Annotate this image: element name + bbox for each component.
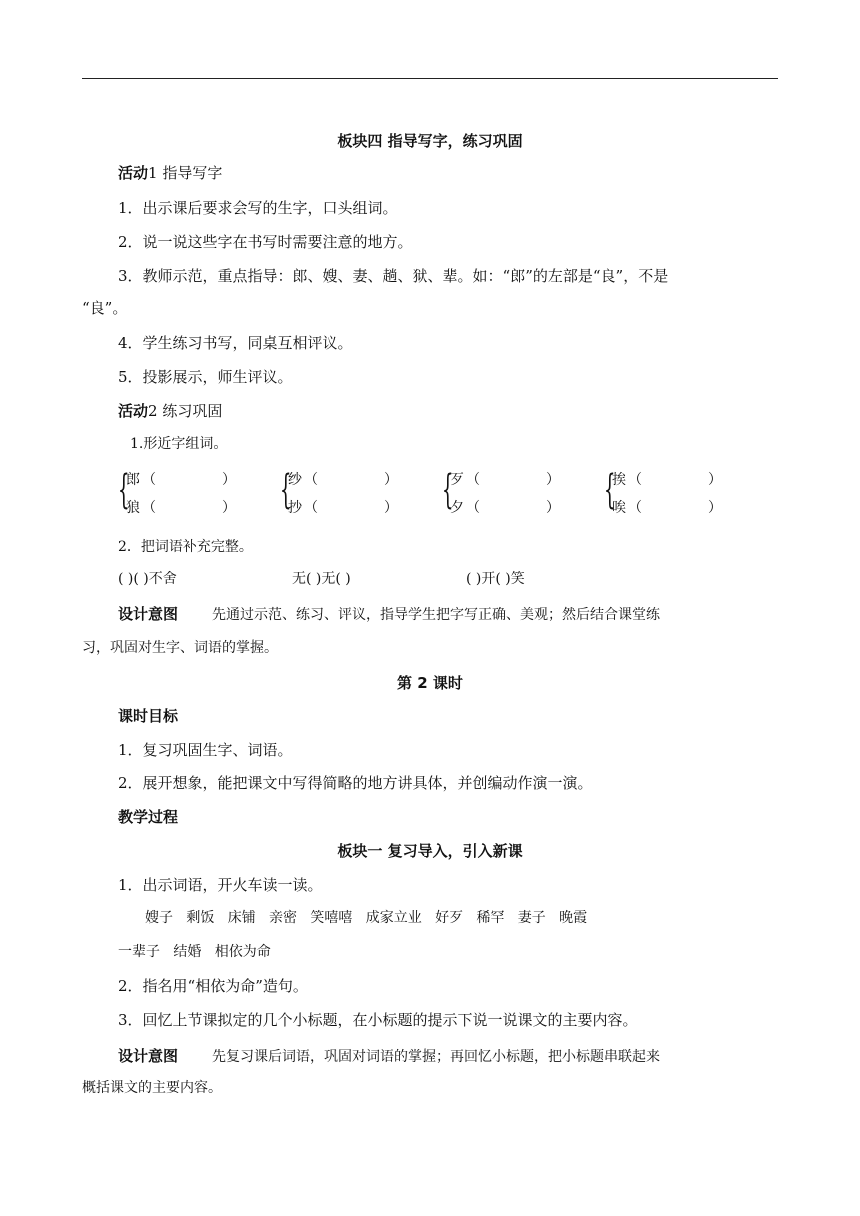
exercise-title: 1.形近字组词。 <box>130 436 228 452</box>
brace-icon: { <box>118 467 130 513</box>
design-text: 概括课文的主要内容。 <box>82 1080 222 1096</box>
step-text: 2．指名用“相依为命”造句。 <box>118 977 308 995</box>
header-rule <box>82 78 778 79</box>
activity-label: 活动 <box>118 402 149 420</box>
goal-text: 2．展开想象，能把课文中写得简略的地方讲具体，并创编动作演一演。 <box>118 774 593 792</box>
fill-blank-item: 无( )无( ) <box>292 571 351 587</box>
design-intent <box>118 604 660 625</box>
step-text: 4．学生练习书写，同桌互相评议。 <box>118 334 353 352</box>
activity-heading <box>118 401 222 421</box>
pair-char: 郎 <box>126 472 140 488</box>
activity-text: 2 练习巩固 <box>148 402 223 420</box>
brace-icon: { <box>604 467 616 513</box>
activity-heading <box>118 163 222 183</box>
brace-icon: { <box>442 467 454 513</box>
pair-char: 歹 <box>450 472 464 488</box>
section-title: 板块一 复习导入，引入新课 <box>337 842 523 860</box>
step-text: 1．出示课后要求会写的生字，口头组词。 <box>118 199 398 217</box>
goal-text: 1．复习巩固生字、词语。 <box>118 741 293 759</box>
lesson-title: 第 2 课时 <box>397 674 463 692</box>
exercise-title: 2．把词语补充完整。 <box>118 539 253 555</box>
pair-char: 夕 <box>450 500 464 516</box>
design-intent <box>118 1046 660 1067</box>
brace-icon: { <box>280 467 292 513</box>
step-text: 2．说一说这些字在书写时需要注意的地方。 <box>118 233 413 251</box>
design-label: 设计意图 <box>118 1047 179 1065</box>
fill-blank-item: ( )( )不舍 <box>118 571 177 587</box>
pair-char: 挨 <box>612 472 626 488</box>
section-title: 板块四 指导写字，练习巩固 <box>337 132 523 150</box>
word-list: 一辈子 结婚 相依为命 <box>118 944 271 960</box>
design-text: 习，巩固对生字、词语的掌握。 <box>82 640 278 656</box>
activity-label: 活动 <box>118 164 149 182</box>
step-text: “良”。 <box>82 299 128 317</box>
step-text: 1．出示词语，开火车读一读。 <box>118 876 323 894</box>
pair-char: 唉 <box>612 500 626 516</box>
step-text: 3．教师示范，重点指导：郎、嫂、妻、趟、狱、辈。如：“郎”的左部是“良”，不是 <box>118 267 669 285</box>
design-label: 设计意图 <box>118 605 179 623</box>
fill-blank-item: ( )开( )笑 <box>466 571 525 587</box>
design-text: 先通过示范、练习、评议，指导学生把字写正确、美观；然后结合课堂练 <box>212 607 661 623</box>
word-list: 嫂子 剩饭 床铺 亲密 笑嘻嘻 成家立业 好歹 稀罕 妻子 晚霞 <box>145 910 588 926</box>
pair-char: 狼 <box>126 500 140 516</box>
pair-char: 纱 <box>288 472 302 488</box>
pair-char: 抄 <box>288 500 302 516</box>
activity-text: 1 指导写字 <box>148 164 223 182</box>
design-text: 先复习课后词语，巩固对词语的掌握；再回忆小标题，把小标题串联起来 <box>212 1049 661 1065</box>
process-heading: 教学过程 <box>118 808 179 826</box>
step-text: 3．回忆上节课拟定的几个小标题，在小标题的提示下说一说课文的主要内容。 <box>118 1011 638 1029</box>
step-text: 5．投影展示，师生评议。 <box>118 368 293 386</box>
goals-heading: 课时目标 <box>118 707 179 725</box>
